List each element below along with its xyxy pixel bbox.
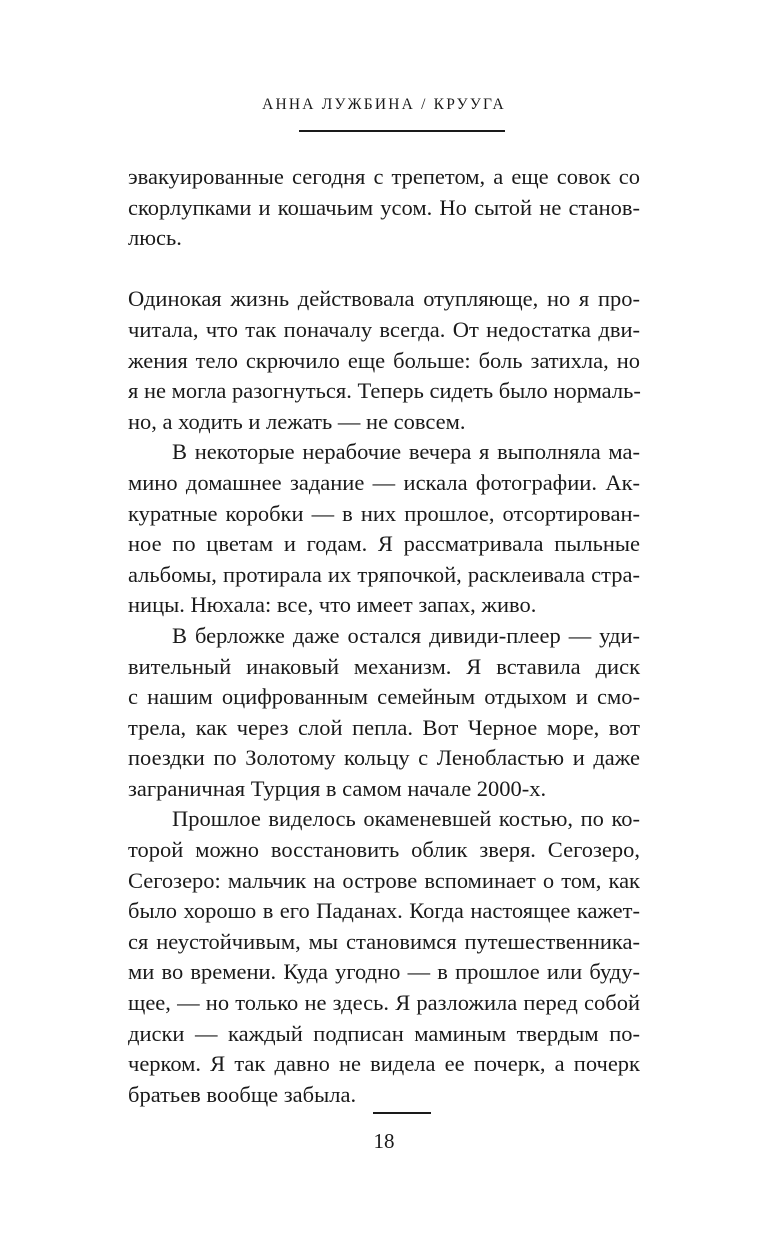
text-line: ми во времени. Куда угодно — в прошлое или буду- [128, 959, 640, 985]
paragraph [128, 437, 640, 621]
paragraph-continued [128, 162, 640, 254]
text-line: диски — каждый подписан маминым твердым по- [128, 1020, 640, 1046]
text-line: черком. Я так давно не видела ее почерк, а почерк [128, 1051, 640, 1077]
text-line: с нашим оцифрованным семейным отдыхом и смо- [128, 684, 640, 710]
text-line: щее, — но только не здесь. Я разложила перед собой [128, 990, 640, 1016]
text-line: Сегозеро: мальчик на острове вспоминает о том, как [128, 867, 640, 893]
text-line: люсь. [128, 225, 182, 251]
header-rule [299, 130, 505, 132]
text-line: ся неустойчивым, мы становимся путешественника- [128, 928, 640, 954]
paragraph [128, 621, 640, 805]
text-line: В берложке даже остался дивиди-плеер — уди- [172, 622, 640, 648]
text-line: торой можно восстановить облик зверя. Сегозеро, [128, 837, 640, 863]
text-line: эвакуированные сегодня с трепетом, а еще совок со [128, 164, 640, 189]
footer-rule [373, 1112, 431, 1114]
page-number: 18 [373, 1129, 395, 1153]
text-line: скорлупками и кошачьим усом. Но сытой не станов- [128, 194, 640, 220]
body-text [128, 162, 640, 1110]
text-line: Прошлое виделось окаменевшей костью, по ко- [172, 806, 640, 832]
running-head: АННА ЛУЖБИНА / КРУУГА [262, 96, 506, 113]
text-line: жения тело скрючило еще больше: боль затихла, но [128, 347, 640, 373]
text-line: куратные коробки — в них прошлое, отсортирован- [128, 500, 640, 526]
text-line: трела, как через слой пепла. Вот Черное море, вот [128, 714, 640, 740]
text-line: поездки по Золотому кольцу с Ленобластью и даже [128, 745, 640, 771]
text-line: ницы. Нюхала: все, что имеет запах, живо. [128, 592, 537, 618]
paragraph [128, 284, 640, 437]
text-line: было хорошо в его Паданах. Когда настоящее кажет- [128, 898, 640, 924]
text-line: альбомы, протирала их тряпочкой, расклеивала стра- [128, 561, 640, 587]
text-line: я не могла разогнуться. Теперь сидеть было нормаль- [128, 378, 641, 404]
text-line: В некоторые нерабочие вечера я выполняла ма- [172, 439, 640, 465]
text-line: братьев вообще забыла. [128, 1081, 357, 1107]
text-line: читала, что так поначалу всегда. От недостатка дви- [128, 316, 640, 342]
text-line: Одинокая жизнь действовала отупляюще, но я про- [128, 286, 640, 312]
text-line: вительный инаковый механизм. Я вставила диск [128, 653, 640, 679]
text-line: заграничная Турция в самом начале 2000-х. [128, 775, 547, 801]
text-line: мино домашнее задание — искала фотографии. Ак- [128, 469, 640, 495]
text-line: ное по цветам и годам. Я рассматривала пыльные [128, 531, 640, 557]
text-line: но, а ходить и лежать — не совсем. [128, 408, 466, 434]
paragraph [128, 804, 640, 1110]
